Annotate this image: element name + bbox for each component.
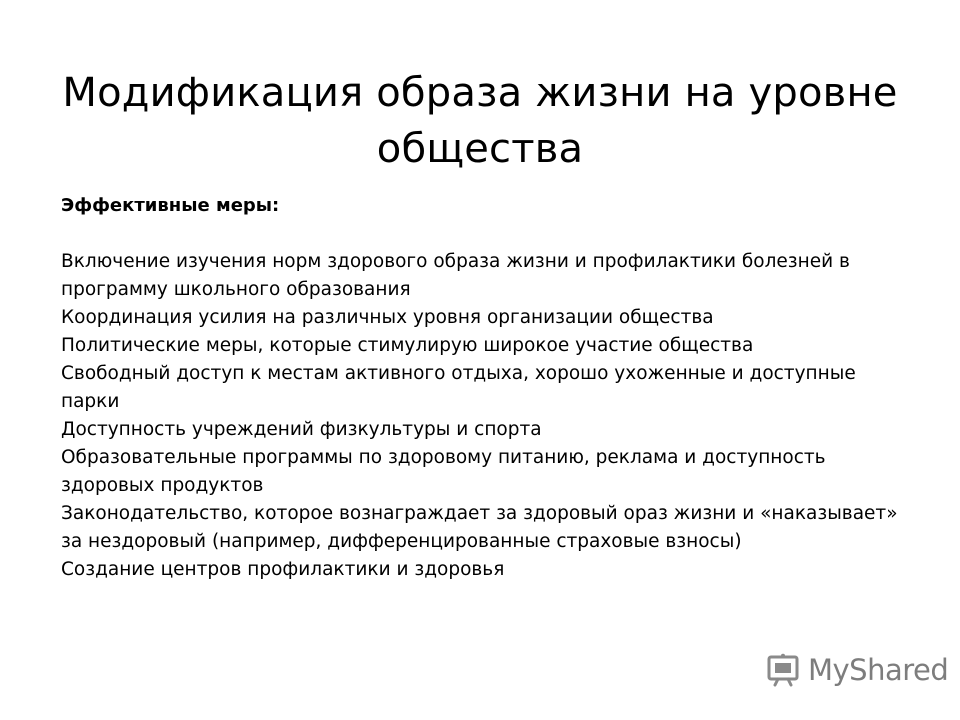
- measure-item: Законодательство, которое вознаграждает за здоровый ораз жизни и «наказывает» за нездоровый (например, дифференцированные страховые взносы): [61, 503, 898, 552]
- measure-item: Политические меры, которые стимулирую широкое участие общества: [61, 335, 754, 356]
- measure-item: Доступность учреждений физкультуры и спорта: [61, 419, 542, 440]
- watermark-text: MyShared: [808, 653, 949, 687]
- slide-title: Модификация образа жизни на уровне общества: [62, 69, 898, 172]
- myshared-watermark: [766, 650, 948, 690]
- measure-item: Создание центров профилактики и здоровья: [61, 559, 505, 580]
- effective-measures-heading: Эффективные меры:: [61, 195, 280, 216]
- slide-content: [61, 192, 901, 584]
- measure-item: Координация усилия на различных уровня организации общества: [61, 307, 714, 328]
- presentation-screen-icon: [766, 653, 800, 687]
- measure-item: Образовательные программы по здоровому питанию, реклама и доступность здоровых продуктов: [61, 447, 826, 496]
- measure-item: Свободный доступ к местам активного отдыха, хорошо ухоженные и доступные парки: [61, 363, 856, 412]
- measure-item: Включение изучения норм здорового образа жизни и профилактики болезней в программу школьного образования: [61, 251, 850, 300]
